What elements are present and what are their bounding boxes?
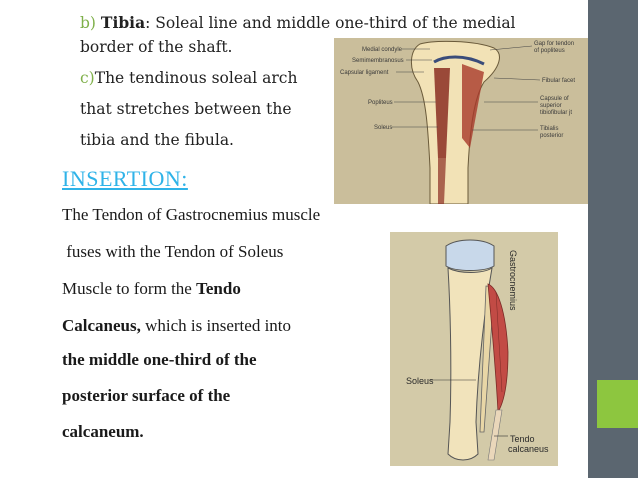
body-line-3 bbox=[62, 279, 241, 299]
body-line-3-text: Muscle to form the bbox=[62, 279, 197, 298]
body-line-4 bbox=[62, 316, 291, 336]
label-gastrocnemius: Gastrocnemius bbox=[508, 250, 518, 311]
list-prefix-c: c) bbox=[80, 69, 95, 87]
accent-block bbox=[597, 380, 638, 428]
label-soleus-2: Soleus bbox=[406, 376, 434, 386]
label-tibialis-2: posterior bbox=[540, 133, 564, 139]
body-line-7: calcaneum. bbox=[62, 422, 144, 441]
label-tibialis-1: Tibialis bbox=[540, 126, 559, 132]
tibia-posterior-figure bbox=[334, 38, 588, 204]
tendo-calcaneus-illustration bbox=[390, 232, 558, 466]
insertion-heading: INSERTION: bbox=[62, 166, 188, 191]
body-line-2: fuses with the Tendon of Soleus bbox=[62, 242, 284, 261]
label-popliteus: Popliteus bbox=[368, 100, 393, 106]
label-medial-condyle: Medial condyle bbox=[362, 47, 403, 53]
label-gap-popliteus-1: Gap for tendon bbox=[534, 41, 575, 47]
label-fibular-facet: Fibular facet bbox=[542, 78, 576, 84]
tendo-calcaneus-figure bbox=[390, 232, 558, 466]
list-prefix-b: b) bbox=[80, 14, 96, 32]
label-soleus: Soleus bbox=[374, 125, 393, 131]
text-line-c2: that stretches between the bbox=[80, 100, 292, 118]
label-gap-popliteus-2: of popliteus bbox=[534, 48, 565, 54]
body-line-6: posterior surface of the bbox=[62, 386, 231, 405]
text-line-c3: tibia and the fibula. bbox=[80, 131, 234, 149]
text-line-b bbox=[80, 12, 516, 34]
body-line-5: the middle one-third of the bbox=[62, 350, 257, 369]
tendo-term: Tendo bbox=[196, 279, 241, 298]
label-capsule-1: Capsule of bbox=[540, 96, 569, 102]
label-capsule-3: tibiofibular jt bbox=[540, 110, 573, 116]
body-line-1: The Tendon of Gastrocnemius muscle bbox=[62, 205, 321, 224]
body-line-4-text: which is inserted into bbox=[140, 316, 292, 335]
tibia-posterior-illustration bbox=[334, 38, 588, 204]
label-semimembranosus: Semimembranosus bbox=[352, 58, 404, 64]
tibia-term: Tibia bbox=[100, 13, 146, 32]
text-line-b2: border of the shaft. bbox=[80, 38, 233, 56]
calcaneus-term: Calcaneus, bbox=[62, 316, 141, 335]
label-capsule-2: superior bbox=[540, 103, 562, 109]
label-tendo: Tendo bbox=[510, 434, 535, 444]
tibia-description: : Soleal line and middle one-third of the medial bbox=[145, 14, 516, 32]
text-line-c bbox=[80, 67, 297, 89]
label-capsular-ligament: Capsular ligament bbox=[340, 70, 389, 76]
label-calcaneus: calcaneus bbox=[508, 444, 549, 454]
soleal-arch-text: The tendinous soleal arch bbox=[94, 69, 298, 87]
